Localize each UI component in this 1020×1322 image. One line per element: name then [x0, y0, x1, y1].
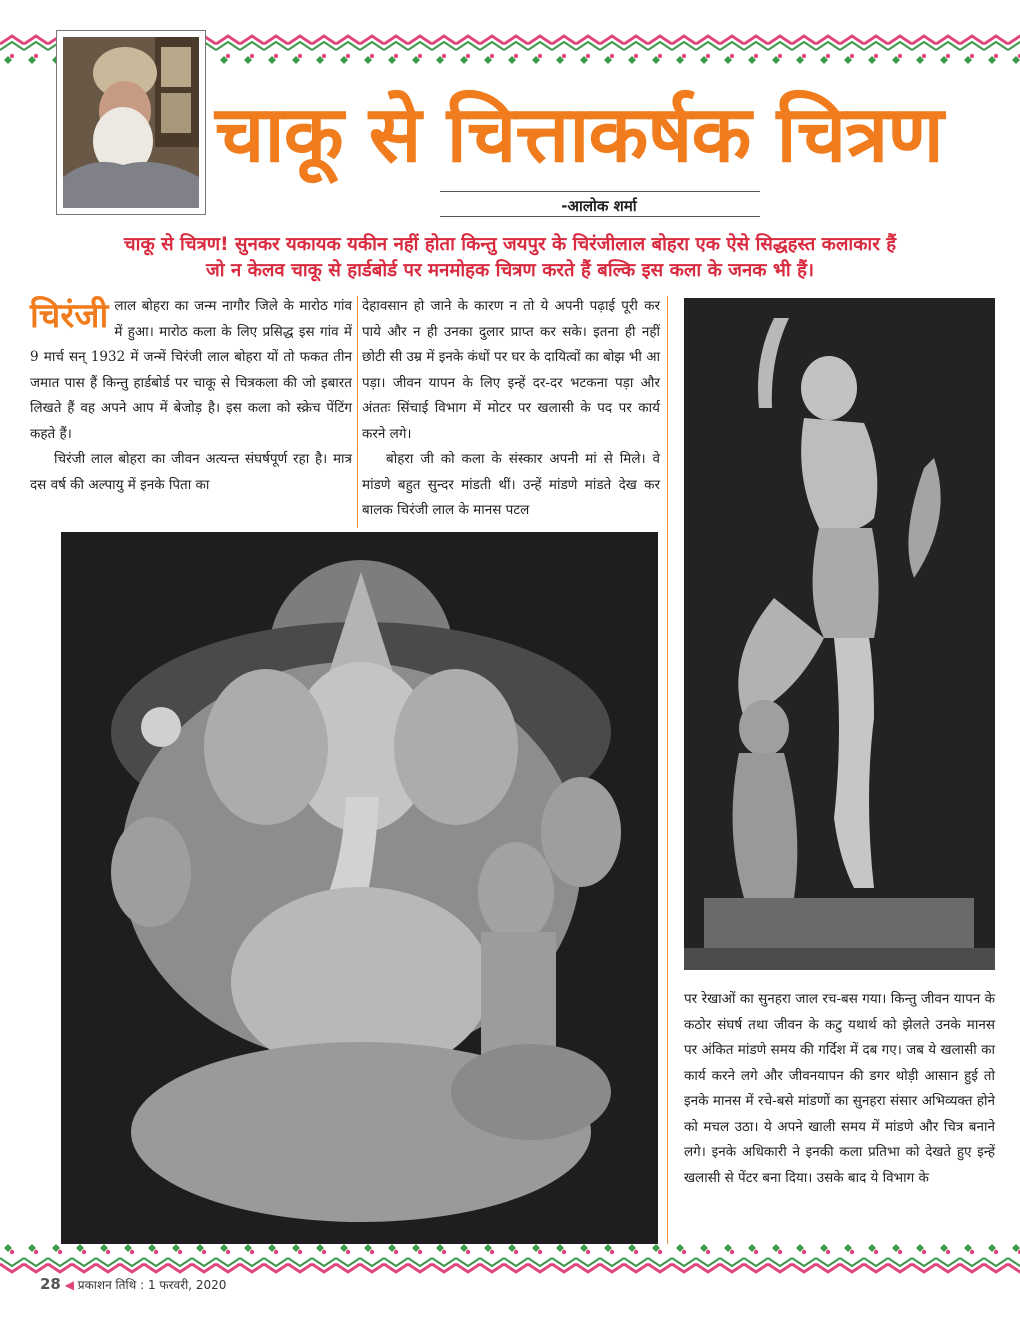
byline-rule-top — [440, 191, 760, 192]
article-headline: चाकू से चित्ताकर्षक चित्रण — [215, 90, 943, 180]
ganesha-scratch-painting — [61, 532, 658, 1244]
page-footer — [40, 1275, 226, 1293]
page-number: 28 — [40, 1275, 61, 1293]
bottom-decorative-border — [0, 1244, 1020, 1274]
paragraph-5: पर रेखाओं का सुनहरा जाल रच-बस गया। किन्तु जीवन यापन के कठोर संघर्ष तथा जीवन के कटु यथार्थ को झेलते उनके मानस पर अंकित मांडणे समय की गर्दिश में दब गए। जब ये खलासी का कार्य करने लगे और जीवनयापन की डगर थोड़ी आसान हुई तो इनके मानस में रचे-बसे मांडणों का सुनहरा संसार अभिव्यक्त होने को मचल उठा। ये अपने खाली समय में मांडणे और चित्र बनाने लगे। इनके अधिकारी ने इनकी कला प्रतिभा को देखते हुए इन्हें खलासी से पेंटर बना दिया। उसके बाद ये विभाग के — [684, 991, 995, 1186]
paragraph-4: बोहरा जी को कला के संस्कार अपनी मां से मिले। वे मांडणे बहुत सुन्दर मांडती थीं। उन्हें मांडणे मांडते देख कर बालक चिरंजी लाल के मानस पटल — [362, 451, 660, 518]
byline-rule-bottom — [440, 216, 760, 217]
dropcap: चिरंजी — [30, 296, 109, 336]
paragraph-3: देहावसान हो जाने के कारण न तो ये अपनी पढ़ाई पूरी कर पाये और न ही उनका दुलार प्राप्त कर सके। इतना ही नहीं छोटी सी उम्र में इनके कंधों पर घर के दायित्वों का बोझ भी आ पड़ा। जीवन यापन के लिए इन्हें दर-दर भटकना पड़ा और अंततः सिंचाई विभाग में मोटर पर खलासी के पद पर कार्य करने लगे। — [362, 298, 660, 442]
publication-date: प्रकाशन तिथि : 1 फरवरी, 2020 — [77, 1278, 227, 1292]
artist-portrait-photo — [56, 30, 206, 215]
body-column-1 — [30, 294, 352, 498]
dancer-scratch-painting — [684, 298, 995, 970]
intro-line-2: जो न केलव चाकू से हार्डबोर्ड पर मनमोहक चित्रण करते हैं बल्कि इस कला के जनक भी हैं। — [206, 260, 814, 281]
byline: -आलोक शर्मा — [561, 197, 637, 215]
intro-deck — [30, 232, 990, 284]
intro-line-1: चाकू से चित्रण! सुनकर यकायक यकीन नहीं होता किन्तु जयपुर के चिरंजीलाल बोहरा एक ऐसे सिद्धहस्त कलाकार हैं — [123, 234, 897, 255]
body-column-2 — [362, 294, 660, 524]
body-column-3 — [684, 987, 995, 1191]
paragraph-1 — [30, 294, 352, 447]
paragraph-1-text: लाल बोहरा का जन्म नागौर जिले के मारोठ गांव में हुआ। मारोठ कला के लिए प्रसिद्ध इस गांव में 9 मार्च सन् 1932 में जन्में चिरंजी लाल बोहरा यों तो फकत तीन जमात पास हैं किन्तु हार्डबोर्ड पर चाकू से चित्रकला की जो इबारत लिखते हैं वह अपने आप में बेजोड़ है। इस कला को स्क्रेच पेंटिंग कहते हैं। — [30, 298, 352, 442]
arrow-icon: ◀ — [64, 1278, 74, 1292]
column-divider-2 — [667, 296, 668, 1244]
paragraph-2: चिरंजी लाल बोहरा का जीवन अत्यन्त संघर्षपूर्ण रहा है। मात्र दस वर्ष की अल्पायु में इनके पिता का — [30, 451, 352, 493]
column-divider-1 — [357, 296, 358, 528]
